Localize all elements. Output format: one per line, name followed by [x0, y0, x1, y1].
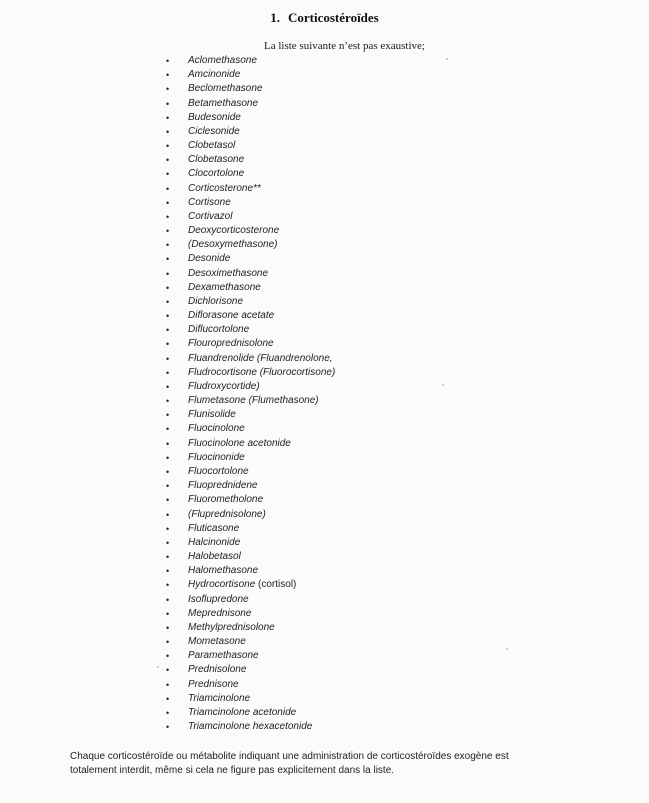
- list-item-label: Cortisone: [188, 196, 231, 208]
- bullet-icon: •: [166, 665, 170, 676]
- bullet-icon: •: [166, 637, 170, 648]
- list-item-name: [188, 267, 268, 281]
- bullet-icon: •: [166, 537, 170, 548]
- bullet-icon: •: [166, 438, 170, 449]
- bullet-icon: •: [166, 481, 170, 492]
- bullet-icon: •: [166, 466, 170, 477]
- list-item-name: [188, 408, 236, 422]
- list-item-name: [188, 437, 291, 451]
- list-item-name: [188, 692, 250, 706]
- list-item-name: [188, 68, 240, 82]
- list-item-name: [188, 550, 241, 564]
- list-item-label: Flumetasone (Flumethasone): [188, 395, 319, 407]
- list-item-name: [188, 153, 244, 167]
- list-item-label: Halomethasone: [188, 565, 259, 577]
- list-item-label: Beclomethasone: [188, 83, 263, 95]
- list-item-name: [188, 182, 261, 196]
- bullet-icon: •: [166, 566, 170, 577]
- list-item-name: [188, 380, 260, 394]
- section-heading: Corticostéroïdes: [288, 10, 379, 25]
- list-item-label: Clobetasol: [188, 140, 236, 152]
- list-item-name: [188, 593, 249, 607]
- list-item-name: [188, 394, 319, 408]
- list-item-label: Halobetasol: [188, 551, 241, 563]
- list-item-label: Ciclesonide: [188, 125, 240, 137]
- list-item-name: [188, 649, 259, 663]
- list-item-label: Prednisone: [188, 678, 239, 690]
- list-item-name: [188, 678, 239, 692]
- list-item-label: Clocortolone: [188, 168, 245, 180]
- footer-note: Chaque corticostéroïde ou métabolite indiquant une administration de corticostéroïdes exogène est totalement interdit, même si cela ne figure pas explicitement dans la liste.: [70, 751, 509, 776]
- list-item-name: [188, 578, 296, 592]
- list-item-name: [188, 522, 239, 536]
- list-item-label: Desoximethasone: [188, 267, 269, 279]
- bullet-icon: •: [166, 268, 170, 279]
- list-item-name: [188, 706, 296, 720]
- bullet-icon: •: [166, 353, 170, 364]
- list-item-label: Halcinonide: [188, 536, 241, 548]
- bullet-icon: •: [166, 325, 170, 336]
- list-item-name: [188, 337, 274, 351]
- list-item-name: [188, 465, 249, 479]
- bullet-icon: •: [166, 282, 170, 293]
- list-item-name: [188, 323, 249, 337]
- list-item-label: Dexamethasone: [188, 281, 261, 293]
- list-item-label: Diflorasone acetate: [188, 310, 275, 322]
- list-item-label: Fludrocortisone (Fluorocortisone): [188, 366, 336, 378]
- list-item-label: Hydrocortisone: [188, 579, 256, 591]
- bullet-icon: •: [166, 622, 170, 633]
- list-item-label: Desonide: [188, 253, 231, 265]
- list-item-name: [188, 125, 240, 139]
- list-item-name: [188, 564, 258, 578]
- bullet-icon: •: [166, 183, 170, 194]
- list-item-label: Isoflupredone: [188, 593, 249, 605]
- bullet-icon: •: [166, 679, 170, 690]
- list-item-label: (Desoxymethasone): [188, 239, 278, 251]
- list-item-label: Paramethasone: [188, 650, 259, 662]
- list-item-label: Fludroxycortide): [188, 380, 260, 392]
- scan-speck: [446, 58, 448, 60]
- bullet-icon: •: [166, 452, 170, 463]
- list-item-name: [188, 508, 266, 522]
- list-item-name: [188, 281, 261, 295]
- list-item-name: [188, 663, 246, 677]
- list-item-name: [188, 309, 274, 323]
- bullet-icon: •: [166, 707, 170, 718]
- list-item-label: Triamcinolone acetonide: [188, 706, 297, 718]
- list-item-label: Triamcinolone hexacetonide: [188, 721, 313, 733]
- list-item-name: [188, 493, 263, 507]
- list-item-name: [188, 366, 335, 380]
- scan-speck: [157, 666, 159, 668]
- list-item-label: Flunisolide: [188, 409, 236, 421]
- list-item-name: [188, 97, 258, 111]
- bullet-icon: •: [166, 424, 170, 435]
- bullet-icon: •: [166, 523, 170, 534]
- list-item-label: Betamethasone: [188, 97, 259, 109]
- list-item-label: Amcinonide: [188, 69, 241, 81]
- bullet-icon: •: [166, 396, 170, 407]
- bullet-icon: •: [166, 339, 170, 350]
- bullet-icon: •: [166, 509, 170, 520]
- list-item-label: Corticosterone**: [188, 182, 261, 194]
- list-item-label: Dichlorisone: [188, 295, 244, 307]
- list-item-label: Fluocinonide: [188, 451, 245, 463]
- list-item-label: Fluocortolone: [188, 465, 249, 477]
- list-item-name: [188, 210, 232, 224]
- list-item-label: Aclomethasone: [188, 55, 257, 66]
- list-item-name: [188, 295, 243, 309]
- bullet-icon: •: [166, 169, 170, 180]
- list-item-name: [188, 111, 241, 125]
- list-item-name: [188, 196, 231, 210]
- list-item-name: [188, 139, 235, 153]
- list-item-label: (Fluprednisolone): [188, 508, 266, 520]
- scan-speck: [442, 384, 444, 386]
- bullet-icon: •: [166, 296, 170, 307]
- list-item-label: Mometasone: [188, 636, 246, 648]
- list-item-name: [188, 224, 279, 238]
- list-item-label: Triamcinolone: [188, 692, 251, 704]
- list-item-label: Fluorometholone: [188, 494, 264, 506]
- bullet-icon: •: [166, 722, 170, 733]
- list-item-name: [188, 252, 230, 266]
- list-item-label: Deoxycorticosterone: [188, 225, 280, 237]
- list-item-label: Diflucortolone: [188, 324, 250, 336]
- list-item-label: Methylprednisolone: [188, 621, 275, 633]
- list-item-name: [188, 635, 246, 649]
- list-item-name: [188, 720, 312, 734]
- list-item-name: [188, 422, 245, 436]
- bullet-icon: •: [166, 495, 170, 506]
- list-item-label: Fluandrenolide (Fluandrenolone,: [188, 352, 333, 364]
- list-item-name: [188, 451, 245, 465]
- list-item-name: [188, 54, 257, 68]
- bullet-icon: •: [166, 84, 170, 95]
- bullet-icon: •: [166, 608, 170, 619]
- bullet-icon: •: [166, 410, 170, 421]
- list-item-label: Fluoprednidene: [188, 480, 258, 492]
- bullet-icon: •: [166, 56, 170, 66]
- bullet-icon: •: [166, 197, 170, 208]
- bullet-icon: •: [166, 552, 170, 563]
- section-title: [0, 10, 649, 26]
- list-item-name: [188, 607, 251, 621]
- list-item-label: Meprednisone: [188, 607, 252, 619]
- list-item-suffix: (cortisol): [255, 579, 297, 591]
- bullet-icon: •: [166, 311, 170, 322]
- bullet-icon: •: [166, 126, 170, 137]
- bullet-icon: •: [166, 367, 170, 378]
- bullet-icon: •: [166, 98, 170, 109]
- scan-speck: [506, 648, 508, 650]
- list-item-name: [188, 167, 244, 181]
- intro-text: La liste suivante n’est pas exaustive;: [264, 40, 425, 52]
- list-item-label: Fluocinolone: [188, 423, 245, 435]
- bullet-icon: •: [166, 240, 170, 251]
- bullet-icon: •: [166, 141, 170, 152]
- list-item-name: [188, 536, 240, 550]
- bullet-icon: •: [166, 226, 170, 237]
- bullet-icon: •: [166, 381, 170, 392]
- bullet-icon: •: [166, 70, 170, 81]
- list-item-name: [188, 82, 263, 96]
- bullet-icon: •: [166, 651, 170, 662]
- list-item-name: [188, 352, 333, 366]
- list-item-label: Fluticasone: [188, 522, 240, 534]
- bullet-icon: •: [166, 112, 170, 123]
- list-item-label: Cortivazol: [188, 210, 233, 222]
- bullet-icon: •: [166, 580, 170, 591]
- list-item-name: [188, 479, 258, 493]
- list-item-label: Clobetasone: [188, 154, 245, 166]
- list-item-label: Prednisolone: [188, 664, 247, 676]
- list-item-name: [188, 621, 275, 635]
- bullet-icon: •: [166, 211, 170, 222]
- bullet-icon: •: [166, 594, 170, 605]
- bullet-icon: •: [166, 155, 170, 166]
- list-item-name: [188, 238, 277, 252]
- list-item-label: Budesonide: [188, 111, 241, 123]
- bullet-icon: •: [166, 693, 170, 704]
- bullet-icon: •: [166, 254, 170, 265]
- section-number: 1.: [270, 10, 280, 25]
- list-item-label: Fluocinolone acetonide: [188, 437, 291, 449]
- list-item-label: Flouroprednisolone: [188, 338, 274, 350]
